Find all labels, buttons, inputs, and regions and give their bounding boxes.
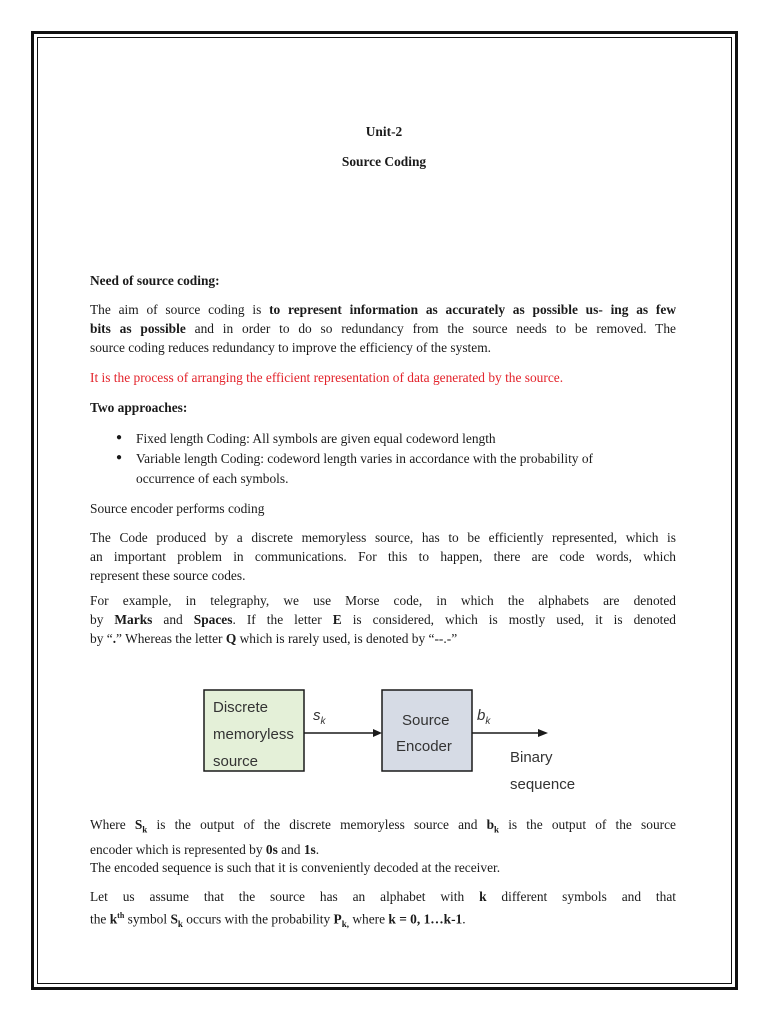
label-sk: $s_k$ <box>313 707 326 727</box>
decoded-line: The encoded sequence is such that it is conveniently decoded at the receiver. <box>90 860 501 875</box>
page-title: Source Coding <box>341 154 427 169</box>
output-line2: sequence <box>510 776 576 793</box>
box2-line1: Source <box>402 712 450 729</box>
aim-paragraph: The aim of source coding is to represent information as accurately as possible us- ing as few bits as possible and in order to do so redundancy from the source needs to be removed. The source coding reduces redundancy to improve the efficiency of the system. <box>90 302 676 355</box>
bullet-2: ● <box>116 452 123 463</box>
output-line1: Binary <box>510 749 553 766</box>
section-heading-approaches: Two approaches: <box>90 400 188 415</box>
source-encoder-diagram <box>170 650 590 800</box>
box1-line1: Discrete <box>213 699 269 716</box>
label-bk: $b_k$ <box>477 707 491 727</box>
source-encoder-box <box>382 690 472 771</box>
where-paragraph: Where $S_k$ is the output of the discrete memoryless source and $b_k$ is the output of the source encoder which is represented by 0s and 1s. <box>90 817 676 857</box>
assume-paragraph: Let us assume that the source has an alphabet with k different symbols and that the $k^{th}$ symbol $S_k$ occurs with the probability $P_{k,}$ where k = 0, 1…k-1. <box>90 889 676 930</box>
box1-line2: memoryless <box>213 726 294 743</box>
arrowhead-sk <box>373 729 382 737</box>
code-paragraph: The Code produced by a discrete memoryless source, has to be efficiently represented, which is an important problem in communications. For this to happen, there are code words, which represent these source codes. <box>90 530 676 583</box>
box1-line3: source <box>213 753 259 770</box>
unit-label: Unit-2 <box>365 124 403 139</box>
section-heading-need: Need of source coding: <box>90 273 220 288</box>
highlighted-definition: It is the process of arranging the efficient representation of data generated by the source. <box>90 370 564 385</box>
approach-variable: Variable length Coding: codeword length varies in accordance with the probability of <box>136 451 594 466</box>
bullet-1: ● <box>116 432 123 443</box>
approach-variable-cont: occurrence of each symbols. <box>136 471 289 486</box>
encoder-line: Source encoder performs coding <box>90 501 265 516</box>
approach-fixed: Fixed length Coding: All symbols are given equal codeword length <box>136 431 496 446</box>
morse-paragraph: For example, in telegraphy, we use Morse code, in which the alphabets are denoted by Marks and Spaces. If the letter E is considered, which is mostly used, it is denoted by “.” Whereas the letter Q which is rarely used, is denoted by “--.-” <box>90 593 676 646</box>
box2-line2: Encoder <box>396 738 452 755</box>
arrowhead-bk <box>538 729 548 737</box>
